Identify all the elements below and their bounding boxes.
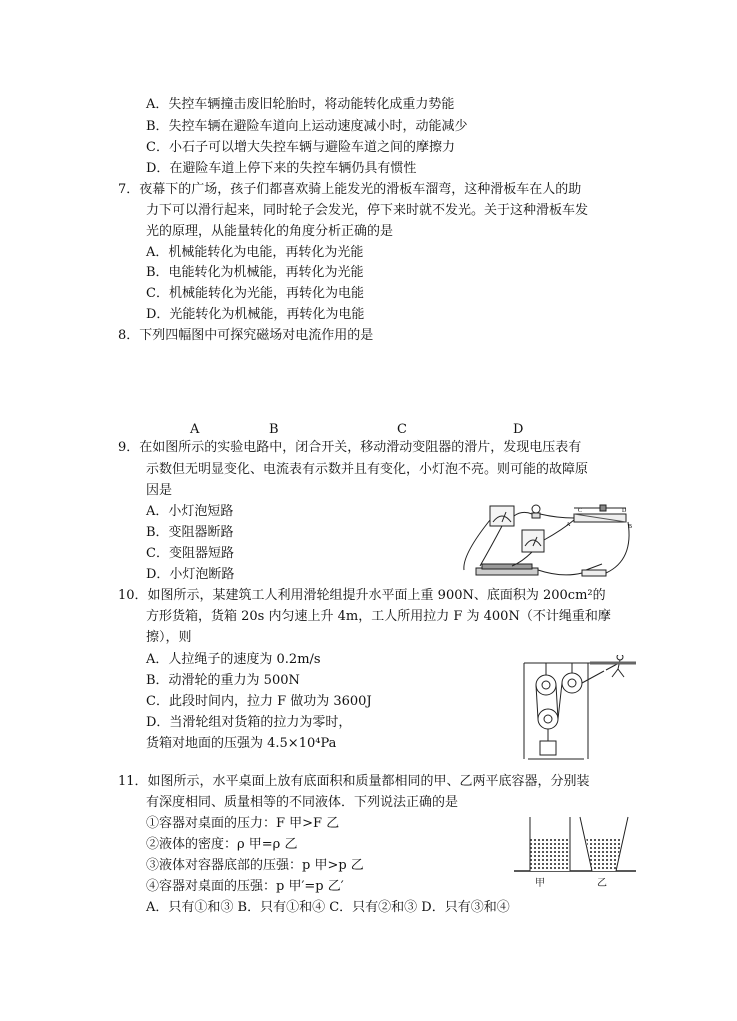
q11-options: A．只有①和③ B．只有①和④ C．只有②和③ D．只有③和④ <box>146 900 510 915</box>
q9-option-a: A．小灯泡短路 <box>146 504 234 519</box>
q8-label-b: B <box>269 422 279 437</box>
q11-stem-line1: 11．如图所示，水平桌面上放有底面积和质量都相同的甲、乙两平底容器，分别装 <box>118 774 590 789</box>
svg-text:B: B <box>628 524 633 530</box>
q10-stem-line2: 方形货箱，货箱 20s 内匀速上升 4m，工人所用拉力 F 为 400N（不计绳重和摩 <box>146 609 611 624</box>
q11-containers-figure <box>510 815 640 877</box>
q7-option-c: C．机械能转化为光能，再转化为电能 <box>146 286 364 301</box>
q7-option-a: A．机械能转化为电能，再转化为光能 <box>146 245 364 260</box>
q11-statement-3: ③液体对容器底部的压强：p 甲>p 乙 <box>146 858 364 873</box>
q9-circuit-figure <box>462 500 642 585</box>
svg-text:D: D <box>622 508 627 514</box>
q9-stem-line3: 因是 <box>146 483 173 498</box>
q10-stem-line1: 10．如图所示，某建筑工人利用滑轮组提升水平面上重 900N、底面积为 200cm²的 <box>118 588 606 603</box>
q9-stem-line1: 9．在如图所示的实验电路中，闭合开关，移动滑动变阻器的滑片，发现电压表有 <box>118 440 582 455</box>
q10-pulley-figure <box>520 655 640 760</box>
q7-option-b: B．电能转化为机械能，再转化为光能 <box>146 265 364 280</box>
q7-option-d: D．光能转化为机械能，再转化为电能 <box>146 307 365 322</box>
q11-label-jia: 甲 <box>535 878 545 889</box>
q10-option-d-line1: D．当滑轮组对货箱的拉力为零时， <box>146 715 352 730</box>
q10-option-a: A．人拉绳子的速度为 0.2m/s <box>146 652 321 667</box>
q7-stem-line2: 力下可以滑行起来，同时轮子会发光，停下来时就不发光。关于这种滑板车发 <box>146 203 589 218</box>
q10-stem-line3: 擦），则 <box>146 630 192 645</box>
q6-option-a: A．失控车辆撞击废旧轮胎时，将动能转化成重力势能 <box>146 97 455 112</box>
q6-option-d: D．在避险车道上停下来的失控车辆仍具有惯性 <box>146 161 417 176</box>
q6-option-b: B．失控车辆在避险车道向上运动速度减小时，动能减少 <box>146 119 468 134</box>
q8-stem: 8．下列四幅图中可探究磁场对电流作用的是 <box>118 328 374 343</box>
q11-label-yi: 乙 <box>597 878 607 889</box>
q10-option-b: B．动滑轮的重力为 500N <box>146 673 300 688</box>
q8-label-a: A <box>190 422 200 437</box>
q10-option-d-line2: 货箱对地面的压强为 4.5×10⁴Pa <box>146 736 337 751</box>
q10-option-c: C．此段时间内，拉力 F 做功为 3600J <box>146 694 372 709</box>
q8-label-c: C <box>397 422 407 437</box>
q9-option-d: D．小灯泡断路 <box>146 567 235 582</box>
q11-statement-2: ②液体的密度：ρ 甲=ρ 乙 <box>146 837 298 852</box>
svg-text:C: C <box>578 508 583 514</box>
q11-statement-4: ④容器对桌面的压强：p 甲′=p 乙′ <box>146 879 344 894</box>
q9-option-b: B．变阻器断路 <box>146 525 234 540</box>
q9-stem-line2: 示数但无明显变化、电流表有示数并且有变化，小灯泡不亮。则可能的故障原 <box>146 462 589 477</box>
q7-stem-line1: 7．夜幕下的广场，孩子们都喜欢骑上能发光的滑板车溜弯，这种滑板车在人的助 <box>118 182 582 197</box>
q11-stem-line2: 有深度相同、质量相等的不同液体．下列说法正确的是 <box>146 795 459 810</box>
svg-text:A: A <box>566 522 571 528</box>
q11-statement-1: ①容器对桌面的压力：F 甲>F 乙 <box>146 816 340 831</box>
q9-option-c: C．变阻器短路 <box>146 546 234 561</box>
q8-label-d: D <box>513 422 524 437</box>
q7-stem-line3: 光的原理，从能量转化的角度分析正确的是 <box>146 224 394 239</box>
q6-option-c: C．小石子可以增大失控车辆与避险车道之间的摩擦力 <box>146 140 455 155</box>
